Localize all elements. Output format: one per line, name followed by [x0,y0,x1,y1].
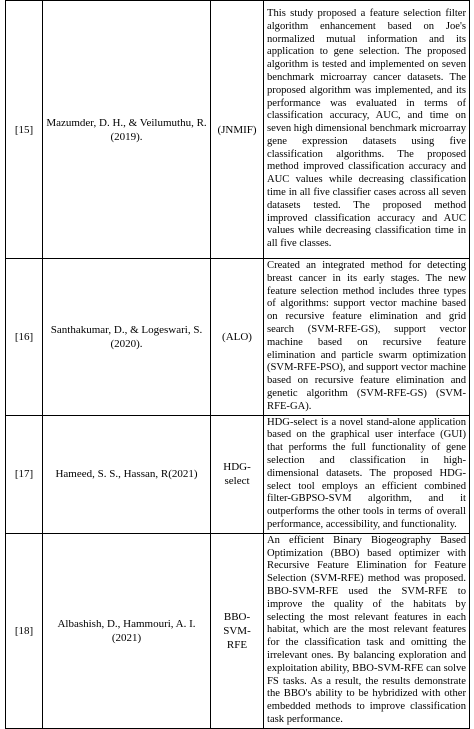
description-cell: An efficient Binary Biogeography Based Optimization (BBO) based optimizer with Recursive Feature Elimination for Feature Selection (SVM-RFE) method was proposed. BBO-SVM-RFE used the SVM-RFE to improve the quality of the habitats by selecting the most relevant features in each habitat, which are the most relevant features for the classification task and omitting the irrelevant ones. By balancing exploration and exploitation ability, BBO-SVM-RFE can solve FS tasks. As a result, the results demonstrate the BBO's ability to be hybridized with other embedded methods to improve classification task performance. [264,533,470,728]
table-row [6,415,470,533]
reference-number: [16] [6,259,43,416]
algorithm-cell: BBO-SVM-RFE [211,533,264,728]
description-cell: Created an integrated method for detecting breast cancer in its early stages. The new feature selection method includes three types of algorithms: support vector machine based on recursive feature elimination and grid search (SVM-RFE-GS), support vector machine based on recursive feature elimination and particle swarm optimization (SVM-RFE-PSO), and support vector machine based on recursive feature elimination and genetic algorithm (SVM-RFE-GS) (SVM-RFE-GA). [264,259,470,416]
reference-number: [15] [6,1,43,259]
literature-review-table [5,0,470,729]
table-row [6,1,470,259]
description-cell: HDG-select is a novel stand-alone application based on the graphical user interface (GUI) that performs the full functionality of gene selection and classification in high-dimensional datasets. The proposed HDG-select tool employs an efficient combined filter-GBPSO-SVM algorithm, and it outperforms the other tools in terms of overall performance, accessibility, and functionality. [264,415,470,533]
algorithm-cell: (ALO) [211,259,264,416]
table-row [6,259,470,416]
authors-cell: Mazumder, D. H., & Veilumuthu, R. (2019). [43,1,211,259]
table-row [6,533,470,728]
authors-cell: Albashish, D., Hammouri, A. I.(2021) [43,533,211,728]
reference-number: [18] [6,533,43,728]
authors-cell: Santhakumar, D., & Logeswari, S. (2020). [43,259,211,416]
algorithm-cell: HDG-select [211,415,264,533]
reference-number: [17] [6,415,43,533]
description-cell: This study proposed a feature selection filter algorithm enhancement based on Joe's normalized mutual information and its application to gene selection. The proposed algorithm is tested and implemented on seven benchmark microarray cancer datasets. The proposed algorithm was implemented, and its performance was evaluated in terms of classification accuracy, AUC, and time on seven high dimensional benchmark microarray gene expression datasets using five classification algorithms. The proposed method improved classification accuracy and AUC values while decreasing classification time in all five classifier cases across all seven datasets tested. The proposed method improved classification accuracy and AUC values while decreasing classification time in all five classes. [264,1,470,259]
authors-cell: Hameed, S. S., Hassan, R(2021) [43,415,211,533]
algorithm-cell: (JNMIF) [211,1,264,259]
